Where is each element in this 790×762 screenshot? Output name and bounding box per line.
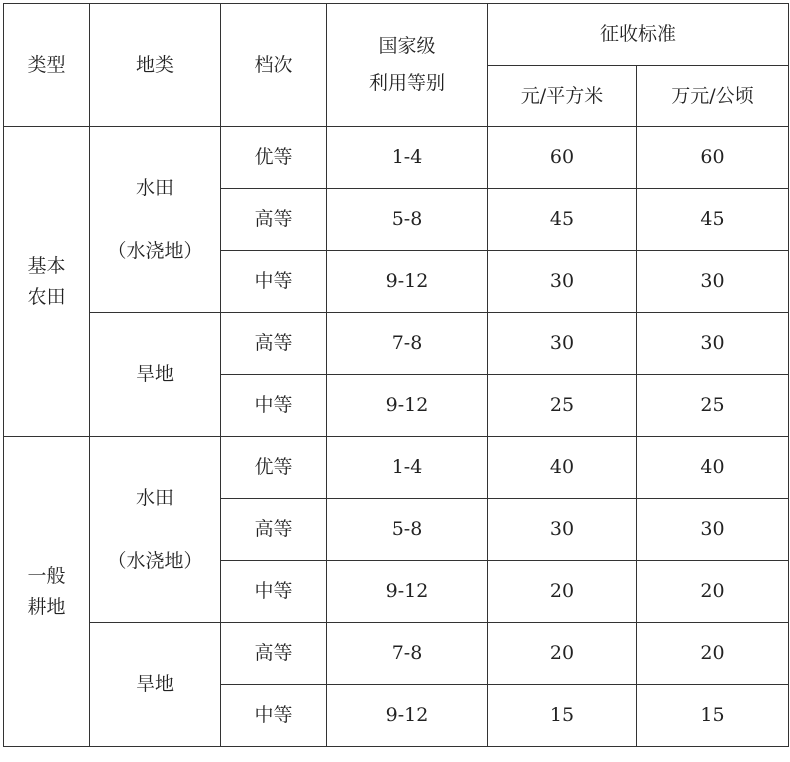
grade-cell: 中等 — [221, 251, 327, 313]
rank-cell: 5-8 — [327, 499, 488, 561]
table-row — [4, 437, 789, 499]
grade-cell: 高等 — [221, 189, 327, 251]
grade-cell: 中等 — [221, 375, 327, 437]
ha-cell: 60 — [637, 127, 789, 189]
type-cell — [4, 127, 90, 437]
header-national-rank-line1: 国家级 — [378, 35, 436, 58]
sqm-cell: 30 — [488, 499, 637, 561]
ha-cell: 20 — [637, 623, 789, 685]
land-class-cell — [90, 437, 221, 623]
rank-cell: 5-8 — [327, 189, 488, 251]
rank-cell: 1-4 — [327, 127, 488, 189]
sqm-cell: 20 — [488, 623, 637, 685]
rank-cell: 7-8 — [327, 313, 488, 375]
ha-cell: 40 — [637, 437, 789, 499]
ha-cell: 20 — [637, 561, 789, 623]
rank-cell: 9-12 — [327, 561, 488, 623]
sqm-cell: 25 — [488, 375, 637, 437]
fee-standard-table — [3, 3, 789, 747]
sqm-cell: 60 — [488, 127, 637, 189]
table-row — [4, 623, 789, 685]
header-unit-ha: 万元/公顷 — [637, 66, 789, 127]
header-grade: 档次 — [221, 4, 327, 127]
sqm-cell: 20 — [488, 561, 637, 623]
land-class-line2: （水浇地） — [107, 239, 203, 262]
land-class-cell: 旱地 — [90, 623, 221, 747]
header-national-rank — [327, 4, 488, 127]
land-class-line1: 水田 — [135, 176, 174, 199]
sqm-cell: 30 — [488, 251, 637, 313]
ha-cell: 45 — [637, 189, 789, 251]
type-line1: 一般 — [27, 564, 66, 587]
table-row — [4, 313, 789, 375]
rank-cell: 7-8 — [327, 623, 488, 685]
type-line1: 基本 — [27, 254, 66, 277]
rank-cell: 9-12 — [327, 685, 488, 747]
rank-cell: 9-12 — [327, 251, 488, 313]
sqm-cell: 30 — [488, 313, 637, 375]
grade-cell: 中等 — [221, 685, 327, 747]
ha-cell: 30 — [637, 313, 789, 375]
grade-cell: 高等 — [221, 623, 327, 685]
table-row — [4, 127, 789, 189]
land-class-cell — [90, 127, 221, 313]
sqm-cell: 40 — [488, 437, 637, 499]
type-line2: 耕地 — [27, 595, 66, 618]
rank-cell: 1-4 — [327, 437, 488, 499]
grade-cell: 优等 — [221, 437, 327, 499]
ha-cell: 30 — [637, 251, 789, 313]
header-standard: 征收标准 — [488, 4, 789, 66]
header-land-class: 地类 — [90, 4, 221, 127]
sqm-cell: 45 — [488, 189, 637, 251]
ha-cell: 15 — [637, 685, 789, 747]
header-unit-sqm: 元/平方米 — [488, 66, 637, 127]
header-national-rank-line2: 利用等别 — [368, 72, 445, 94]
rank-cell: 9-12 — [327, 375, 488, 437]
ha-cell: 25 — [637, 375, 789, 437]
header-row-top — [4, 4, 789, 66]
grade-cell: 高等 — [221, 499, 327, 561]
type-cell — [4, 437, 90, 747]
land-class-line2: （水浇地） — [107, 549, 203, 572]
grade-cell: 中等 — [221, 561, 327, 623]
grade-cell: 优等 — [221, 127, 327, 189]
type-line2: 农田 — [27, 285, 66, 308]
grade-cell: 高等 — [221, 313, 327, 375]
ha-cell: 30 — [637, 499, 789, 561]
land-class-line1: 水田 — [135, 486, 174, 509]
header-type: 类型 — [4, 4, 90, 127]
land-class-cell: 旱地 — [90, 313, 221, 437]
sqm-cell: 15 — [488, 685, 637, 747]
